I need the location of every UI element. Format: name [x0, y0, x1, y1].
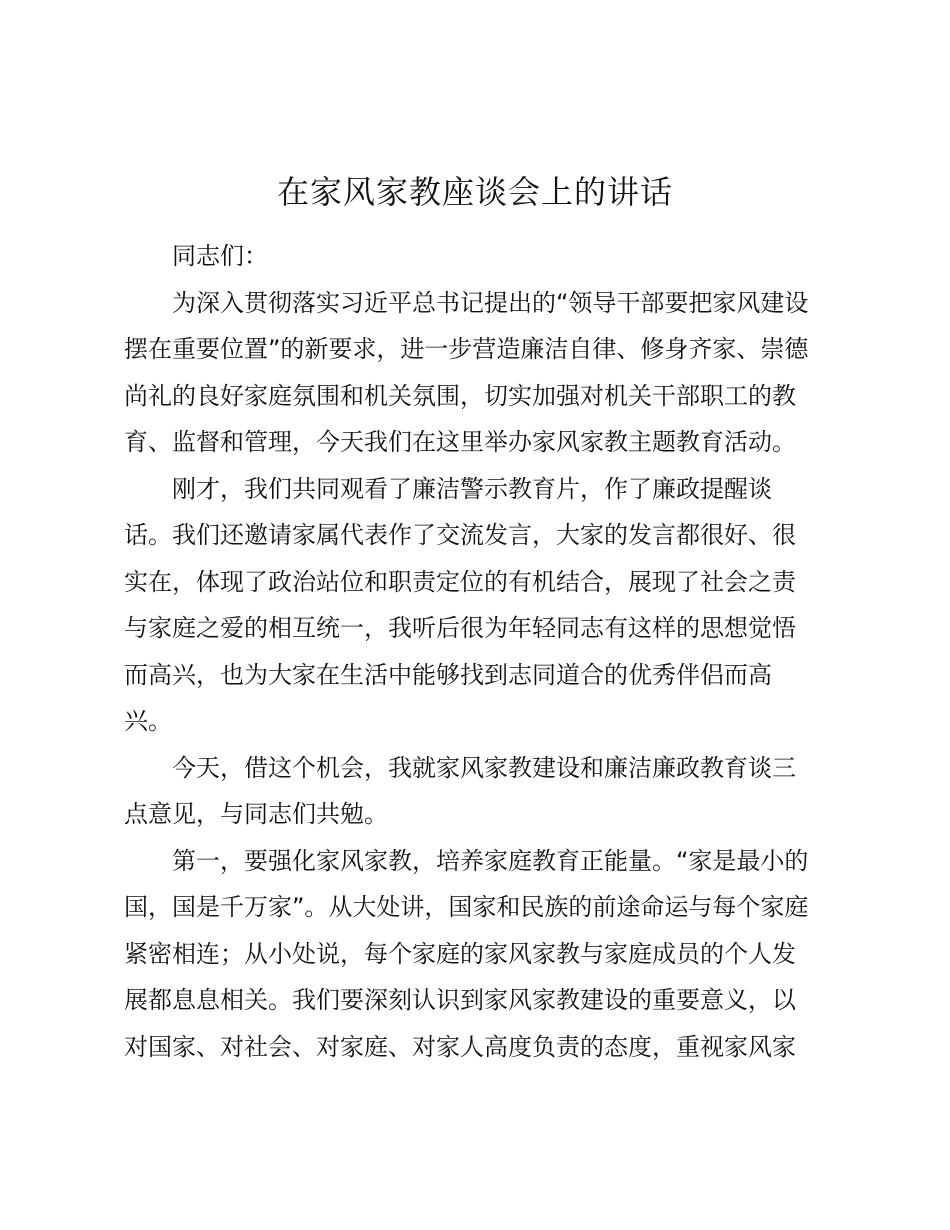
text-line: 紧密相连；从小处说，每个家庭的家风家教与家庭成员的个人发	[124, 939, 796, 968]
text-line: 话。我们还邀请家属代表作了交流发言，大家的发言都很好、很	[124, 521, 796, 549]
text-line: 而高兴，也为大家在生活中能够找到志同道合的优秀伴侣而高	[124, 660, 772, 689]
text-line: 第一，要强化家风家教，培养家庭教育正能量。“家是最小的	[172, 846, 809, 875]
text-line: 刚才，我们共同观看了廉洁警示教育片，作了廉政提醒谈	[172, 474, 772, 503]
text-line: 点意见，与同志们共勉。	[124, 800, 388, 828]
document-body	[124, 233, 836, 1070]
text-line: 育、监督和管理，今天我们在这里举办家风家教主题教育活动。	[124, 428, 796, 456]
text-line: 对国家、对社会、对家庭、对家人高度负责的态度，重视家风家	[124, 1032, 796, 1061]
text-line: 与家庭之爱的相互统一，我听后很为年轻同志有这样的思想觉悟	[124, 614, 796, 642]
text-line: 展都息息相关。我们要深刻认识到家风家教建设的重要意义，以	[124, 986, 796, 1014]
text-line: 摆在重要位置”的新要求，进一步营造廉洁自律、修身齐家、崇德	[124, 335, 809, 363]
text-line: 尚礼的良好家庭氛围和机关氛围，切实加强对机关干部职工的教	[124, 381, 796, 410]
text-line: 国，国是千万家”。从大处讲，国家和民族的前途命运与每个家庭	[124, 893, 809, 921]
text-line: 实在，体现了政治站位和职责定位的有机结合，展现了社会之责	[124, 567, 796, 596]
text-line: 为深入贯彻落实习近平总书记提出的“领导干部要把家风建设	[172, 288, 809, 317]
text-line: 今天，借这个机会，我就家风家教建设和廉洁廉政教育谈三	[172, 753, 796, 782]
text-line: 兴。	[124, 707, 172, 735]
document-title: 在家风家教座谈会上的讲话	[276, 173, 673, 211]
text-line: 同志们：	[172, 242, 268, 270]
